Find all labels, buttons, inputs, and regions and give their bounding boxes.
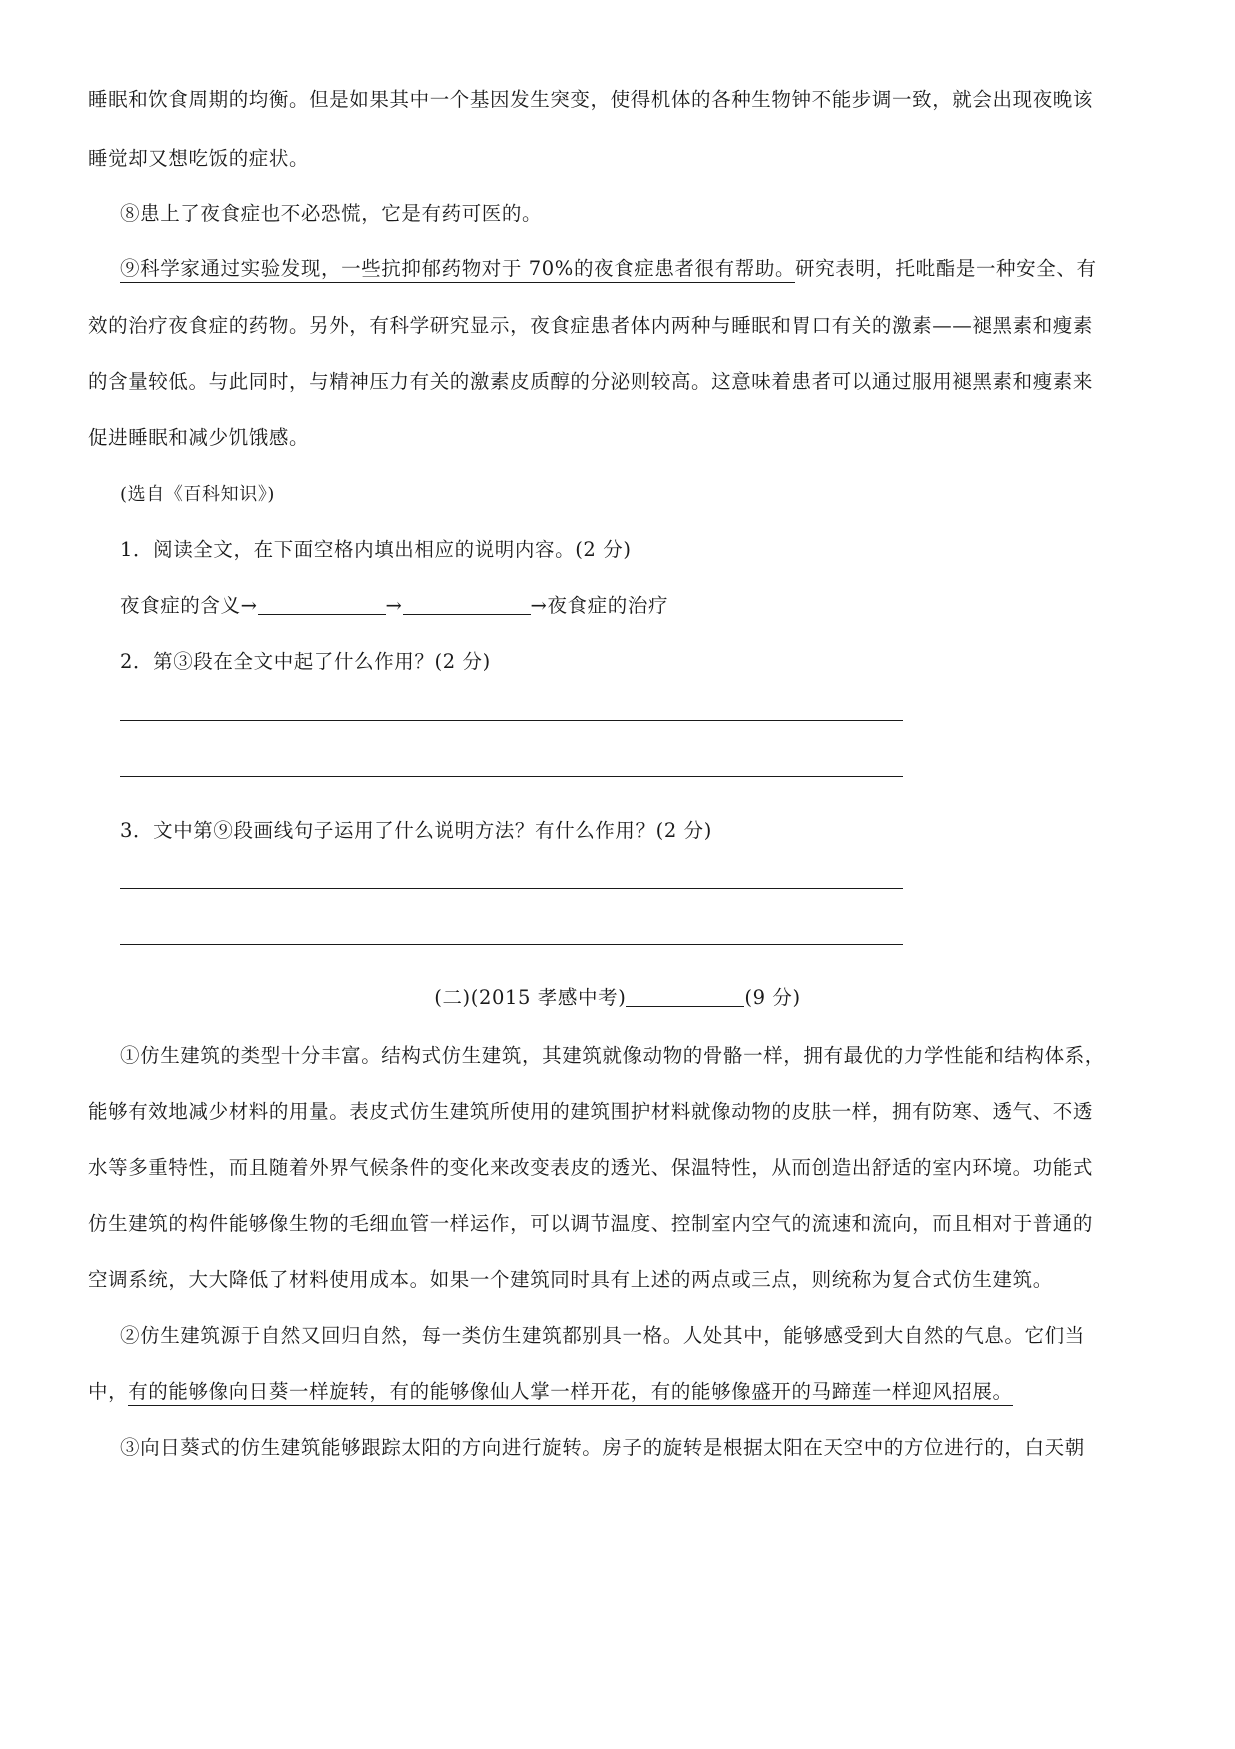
question-2: 2．第③段在全文中起了什么作用？(2 分) — [120, 650, 491, 673]
answer-line-q3-2[interactable] — [120, 944, 903, 945]
source-citation: (选自《百科知识》) — [120, 484, 276, 505]
fill-arrow: → — [385, 594, 403, 617]
passage1-cont-line1: 睡眠和饮食周期的均衡。但是如果其中一个基因发生突变，使得机体的各种生物钟不能步调一致，就会出现夜晚该 — [88, 88, 1094, 111]
fill-start-label: 夜食症的含义→ — [120, 594, 258, 617]
fill-blank-2[interactable] — [403, 596, 531, 615]
s2-p3-line1: ③向日葵式的仿生建筑能够跟踪太阳的方向进行旋转。房子的旋转是根据太阳在天空中的方位进行的，白天朝 — [120, 1436, 1085, 1459]
question-1-fill-row — [120, 590, 668, 618]
s2-p2-line2 — [88, 1376, 1013, 1404]
title-blank[interactable] — [626, 988, 744, 1007]
question-1: 1．阅读全文，在下面空格内填出相应的说明内容。(2 分) — [120, 538, 632, 561]
underlined-sentence: ⑨科学家通过实验发现，一些抗抑郁药物对于 70%的夜食症患者很有帮助。 — [120, 257, 795, 283]
fill-blank-1[interactable] — [258, 596, 386, 615]
underlined-sentence-2: 有的能够像向日葵一样旋转，有的能够像仙人掌一样开花，有的能够像盛开的马蹄莲一样迎风招展。 — [128, 1380, 1012, 1406]
answer-line-q2-1[interactable] — [120, 720, 903, 721]
paragraph-9-line2: 效的治疗夜食症的药物。另外，有科学研究显示，夜食症患者体内两种与睡眠和胃口有关的激素——褪黑素和瘦素 — [88, 314, 1094, 337]
s2-p1-line4: 仿生建筑的构件能够像生物的毛细血管一样运作，可以调节温度、控制室内空气的流速和流向，而且相对于普通的 — [88, 1212, 1094, 1235]
answer-line-q2-2[interactable] — [120, 776, 903, 777]
paragraph-9-line3: 的含量较低。与此同时，与精神压力有关的激素皮质醇的分泌则较高。这意味着患者可以通过服用褪黑素和瘦素来 — [88, 370, 1094, 393]
answer-line-q3-1[interactable] — [120, 888, 903, 889]
paragraph-9-line4: 促进睡眠和减少饥饿感。 — [88, 426, 310, 449]
paragraph-8: ⑧患上了夜食症也不必恐慌，它是有药可医的。 — [120, 202, 543, 225]
s2-p2-line1: ②仿生建筑源于自然又回归自然，每一类仿生建筑都别具一格。人处其中，能够感受到大自然的气息。它们当 — [120, 1324, 1085, 1347]
s2-p1-line1: ①仿生建筑的类型十分丰富。结构式仿生建筑，其建筑就像动物的骨骼一样，拥有最优的力学性能和结构体系， — [120, 1044, 1105, 1067]
s2-p1-line3: 水等多重特性，而且随着外界气候条件的变化来改变表皮的透光、保温特性，从而创造出舒适的室内环境。功能式 — [88, 1156, 1094, 1179]
s2-p1-line5: 空调系统，大大降低了材料使用成本。如果一个建筑同时具有上述的两点或三点，则统称为复合式仿生建筑。 — [88, 1268, 1053, 1291]
passage1-cont-line2: 睡觉却又想吃饭的症状。 — [88, 147, 310, 170]
question-3: 3．文中第⑨段画线句子运用了什么说明方法？有什么作用？(2 分) — [120, 819, 712, 842]
section-2-heading-prefix: (二)(2015 孝感中考) — [434, 986, 627, 1009]
s2-p1-line2: 能够有效地减少材料的用量。表皮式仿生建筑所使用的建筑围护材料就像动物的皮肤一样，拥有防寒、透气、不透 — [88, 1100, 1094, 1123]
paragraph-9-line1 — [120, 253, 1097, 281]
fill-end-label: →夜食症的治疗 — [530, 594, 669, 617]
paragraph-9-rest: 研究表明，托吡酯是一种安全、有 — [795, 257, 1097, 280]
s2-p2-prefix: 中， — [88, 1380, 129, 1403]
section-2-heading — [0, 982, 1235, 1010]
section-2-heading-suffix: (9 分) — [744, 986, 801, 1009]
